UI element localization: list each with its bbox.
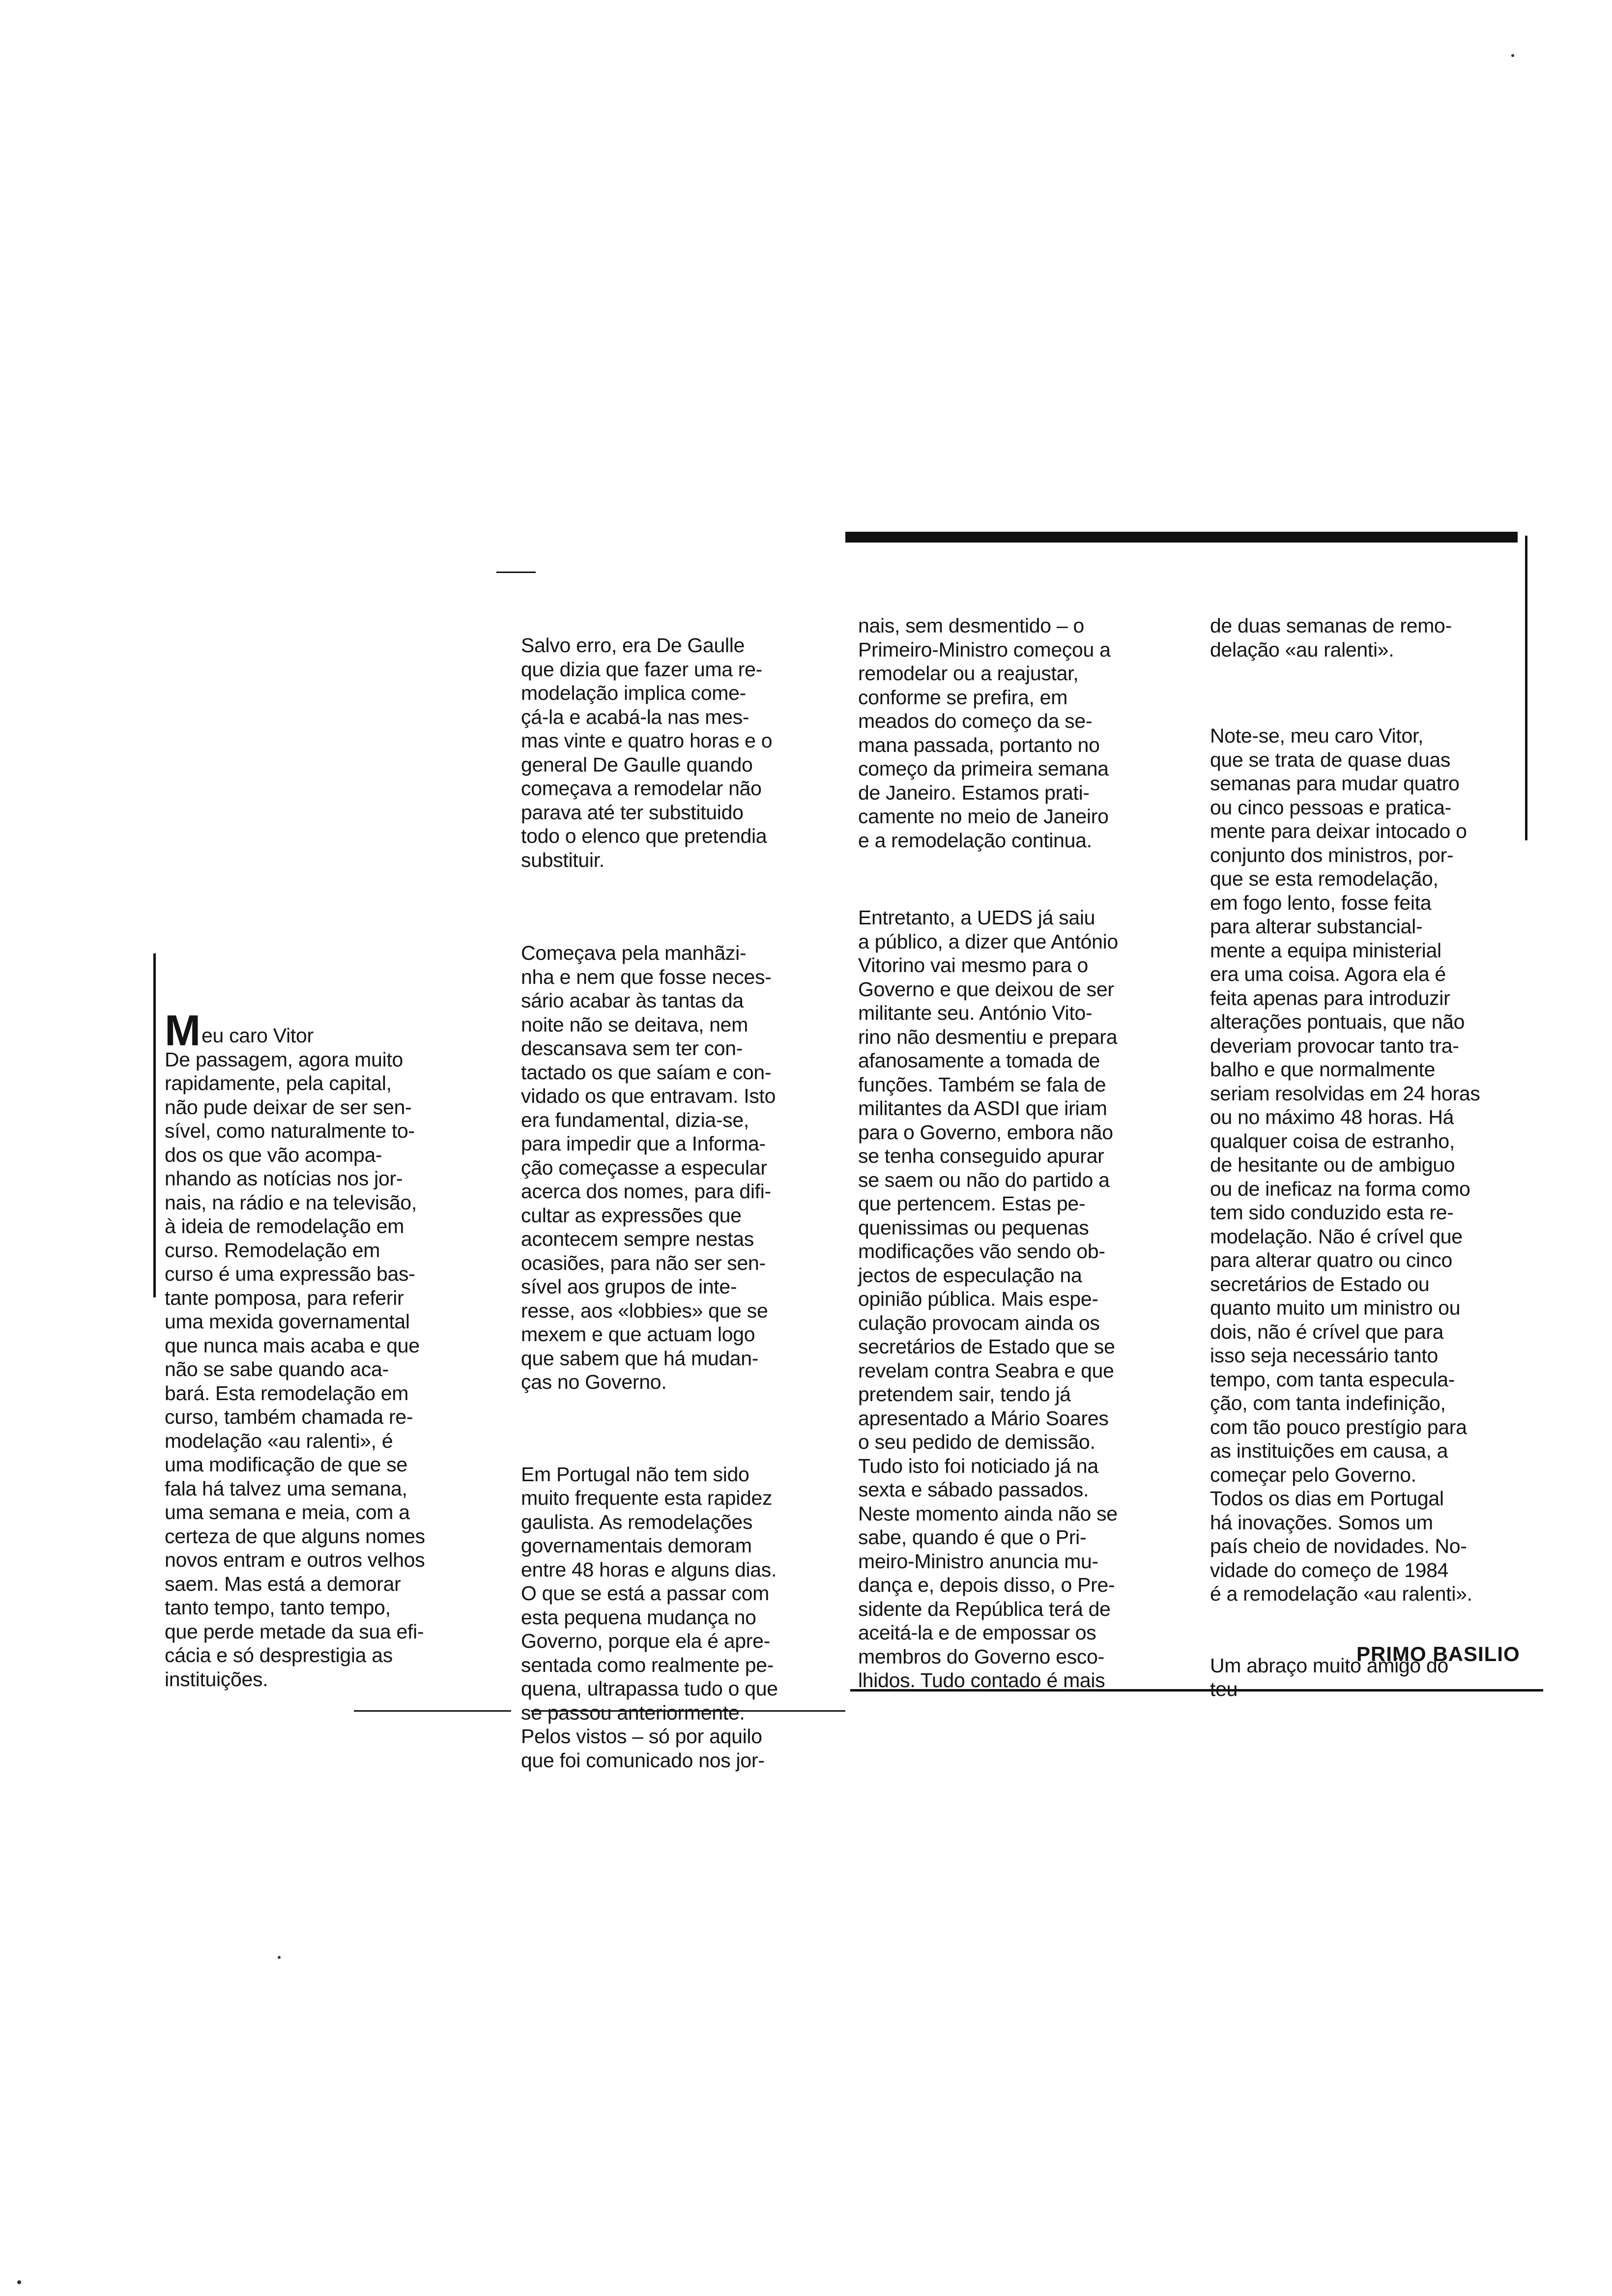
article-paragraph: Começava pela manhãzi- nha e nem que fosse neces- sário acabar às tantas da noite não se deitava, nem descansava sem ter con- tactado os que saíam e con- vidado os que entravam. Isto era fundamental, dizia-se, para impedir que a Informa- ção começasse a especular acerca dos nomes, para difi- cultar as expressões que acontecem sempre nestas ocasiões, para não ser sen- sível aos grupos de inte- resse, aos «lobbies» que se mexem e que actuam logo que sabem que há mudan- ças no Governo. — [521, 942, 776, 1393]
article-paragraph: Salvo erro, era De Gaulle que dizia que fazer uma re- modelação implica come- çá-la e acabá-la nas mes- mas vinte e quatro horas e o general De Gaulle quando começava a remodelar não parava até ter substituido todo o elenco que pretendia substituir. — [521, 634, 773, 871]
top-heavy-rule — [845, 532, 1518, 543]
column-start-rule — [496, 572, 536, 573]
article-paragraph: Note-se, meu caro Vitor, que se trata de quase duas semanas para mudar quatro ou cinco pessoas e pratica- mente para deixar intocado o conjunto dos ministros, por- que se esta remodelação, em fogo lento, fosse feita para alterar substancial- mente a equipa ministerial era uma coisa. Agora ela é feita apenas para introduzir alterações pontuais, que não deveriam provocar tanto tra- balho e que normalmente seriam resolvidas em 24 horas ou no máximo 48 horas. Há qualquer coisa de estranho, de hesitante ou de ambiguo ou de ineficaz na forma como tem sido conduzido esta re- modelação. Não é crível que para alterar quatro ou cinco secretários de Estado ou quanto muito um ministro ou dois, não é crível que para isso seja necessário tanto tempo, com tanta especula- ção, com tanta indefinição, com tão pouco prestígio para as instituições em causa, a começar pelo Governo. Todos os dias em Portugal há inovações. Somos um país cheio de novidades. No- vidade do começo de 1984 é a remodelação «au ralenti». — [1210, 724, 1480, 1605]
article-column-2 — [521, 586, 778, 1796]
left-vertical-rule — [153, 953, 156, 1297]
article-paragraph: de duas semanas de remo- delação «au ralenti». — [1210, 614, 1452, 661]
article-text: eu caro Vitor De passagem, agora muito rapidamente, pela capital, não pude deixar de ser sen- sível, como naturalmente to- dos os que vão acompa- nhando as notícias nos jor- nais, na rádio e na televisão, à ideia de remodelação em curso. Remodelação em curso é uma expressão bas- tante pomposa, para referir uma mexida governamental que nunca mais acaba e que não se sabe quando aca- bará. Esta remodelação em curso, também chamada re- modelação «au ralenti», é uma modificação de que se fala há talvez uma semana, uma semana e meia, com a certeza de que alguns nomes novos entram e outros velhos saem. Mas está a demorar tanto tempo, tanto tempo, que perde metade da sua efi- cácia e só desprestigia as instituições. — [165, 1024, 425, 1691]
scan-speck — [1511, 54, 1514, 57]
article-paragraph: nais, sem desmentido – o Primeiro-Ministro começou a remodelar ou a reajustar, conforme se prefira, em meados do começo da se- mana passada, portanto no começo da primeira semana de Janeiro. Estamos prati- camente no meio de Janeiro e a remodelação continua. — [858, 614, 1111, 852]
author-signature: PRIMO BASILIO — [1356, 1642, 1520, 1665]
article-column-1 — [165, 968, 425, 1715]
dropcap: M — [165, 1006, 201, 1055]
article-paragraph: Entretanto, a UEDS já saiu a público, a dizer que António Vitorino vai mesmo para o Governo e que deixou de ser militante seu. António Vito- rino não desmentiu e prepara afanosamente a tomada de funções. Também se fala de militantes da ASDI que iriam para o Governo, embora não se tenha conseguido apurar se saem ou não do partido a que pertencem. Estas pe- quenissimas ou pequenas modificações vão sendo ob- jectos de especulação na opinião pública. Mais espe- culação provocam ainda os secretários de Estado que se revelam contra Seabra e que pretendem sair, tendo já apresentado a Mário Soares o seu pedido de demissão. Tudo isto foi noticiado já na sexta e sábado passados. Neste momento ainda não se sabe, quando é que o Pri- meiro-Ministro anuncia mu- dança e, depois disso, o Pre- sidente da República terá de aceitá-la e de empossar os membros do Governo esco- lhidos. Tudo contado é mais — [858, 906, 1118, 1692]
scan-speck — [278, 1956, 281, 1959]
article-paragraph: Em Portugal não tem sido muito frequente esta rapidez gaulista. As remodelações governamentais demoram entre 48 horas e alguns dias. O que se está a passar com esta pequena mudança no Governo, porque ela é apre- sentada como realmente pe- quena, ultrapassa tudo o que se passou anteriormente. Pelos vistos – só por aquilo que foi comunicado nos jor- — [521, 1463, 778, 1772]
article-paragraph — [165, 1006, 425, 1691]
article-column-4 — [1210, 566, 1480, 1725]
scan-speck — [17, 2280, 21, 2284]
article-paragraph: Um abraço muito amigo do teu — [1210, 1654, 1449, 1700]
article-column-3 — [858, 566, 1118, 1716]
right-vertical-rule — [1525, 536, 1527, 840]
